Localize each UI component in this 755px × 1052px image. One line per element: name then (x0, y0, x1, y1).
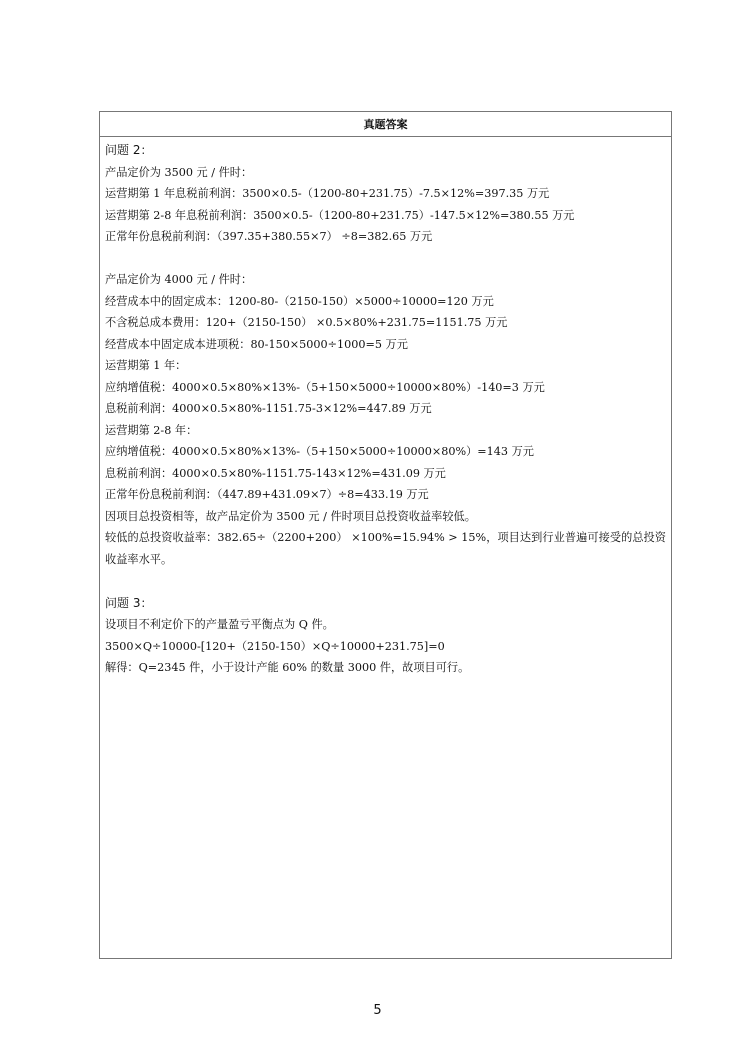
q3-line: 3500×Q÷10000-[120+（2150-150）×Q÷10000+231.75]=0 (105, 639, 445, 653)
q3-line: 设项目不利定价下的产量盈亏平衡点为 Q 件。 (105, 618, 334, 631)
blank-line (105, 248, 666, 270)
question-2-title: 问题 2： (105, 143, 153, 157)
page-number: 5 (373, 1003, 382, 1018)
q2-price-4000-heading: 产品定价为 4000 元 / 件时： (105, 273, 253, 286)
q2-line: 经营成本中的固定成本：1200-80-（2150-150）×5000÷10000=120 万元 (105, 294, 494, 308)
question-3-title: 问题 3： (105, 595, 153, 610)
q2-conclusion: 较低的总投资收益率：382.65÷（2200+200） ×100%=15.94% > 15%，项目达到行业普遍可接受的总投资收益率水平。 (105, 531, 666, 566)
q2-line: 运营期第 2-8 年息税前利润：3500×0.5-（1200-80+231.75）-147.5×12%=380.55 万元 (105, 208, 575, 222)
q2-line: 运营期第 1 年息税前利润：3500×0.5-（1200-80+231.75）-7.5×12%=397.35 万元 (105, 187, 550, 200)
q2-line: 应纳增值税：4000×0.5×80%×13%-（5+150×5000÷10000×80%）=143 万元 (105, 445, 534, 458)
answer-table (99, 111, 672, 959)
q2-line: 息税前利润：4000×0.5×80%-1151.75-3×12%=447.89 万元 (105, 402, 432, 415)
q3-line: 解得：Q=2345 件，小于设计产能 60% 的数量 3000 件，故项目可行。 (105, 661, 470, 674)
table-header: 真题答案 (100, 112, 671, 137)
q2-line: 不含税总成本费用：120+（2150-150） ×0.5×80%+231.75=1151.75 万元 (105, 316, 508, 329)
answer-content (100, 137, 671, 679)
q2-line: 应纳增值税：4000×0.5×80%×13%-（5+150×5000÷10000×80%）-140=3 万元 (105, 380, 545, 394)
q2-line: 正常年份息税前利润：（397.35+380.55×7） ÷8=382.65 万元 (105, 230, 433, 243)
q2-line: 运营期第 2-8 年： (105, 423, 198, 437)
q2-price-3500-heading: 产品定价为 3500 元 / 件时： (105, 165, 253, 179)
q2-line: 因项目总投资相等，故产品定价为 3500 元 / 件时项目总投资收益率较低。 (105, 509, 476, 523)
q2-line: 运营期第 1 年： (105, 359, 187, 372)
q2-line: 息税前利润：4000×0.5×80%-1151.75-143×12%=431.09 万元 (105, 466, 446, 480)
q2-line: 正常年份息税前利润：（447.89+431.09×7）÷8=433.19 万元 (105, 488, 429, 501)
q2-line: 经营成本中固定成本进项税：80-150×5000÷1000=5 万元 (105, 337, 408, 351)
blank-line (105, 571, 666, 593)
